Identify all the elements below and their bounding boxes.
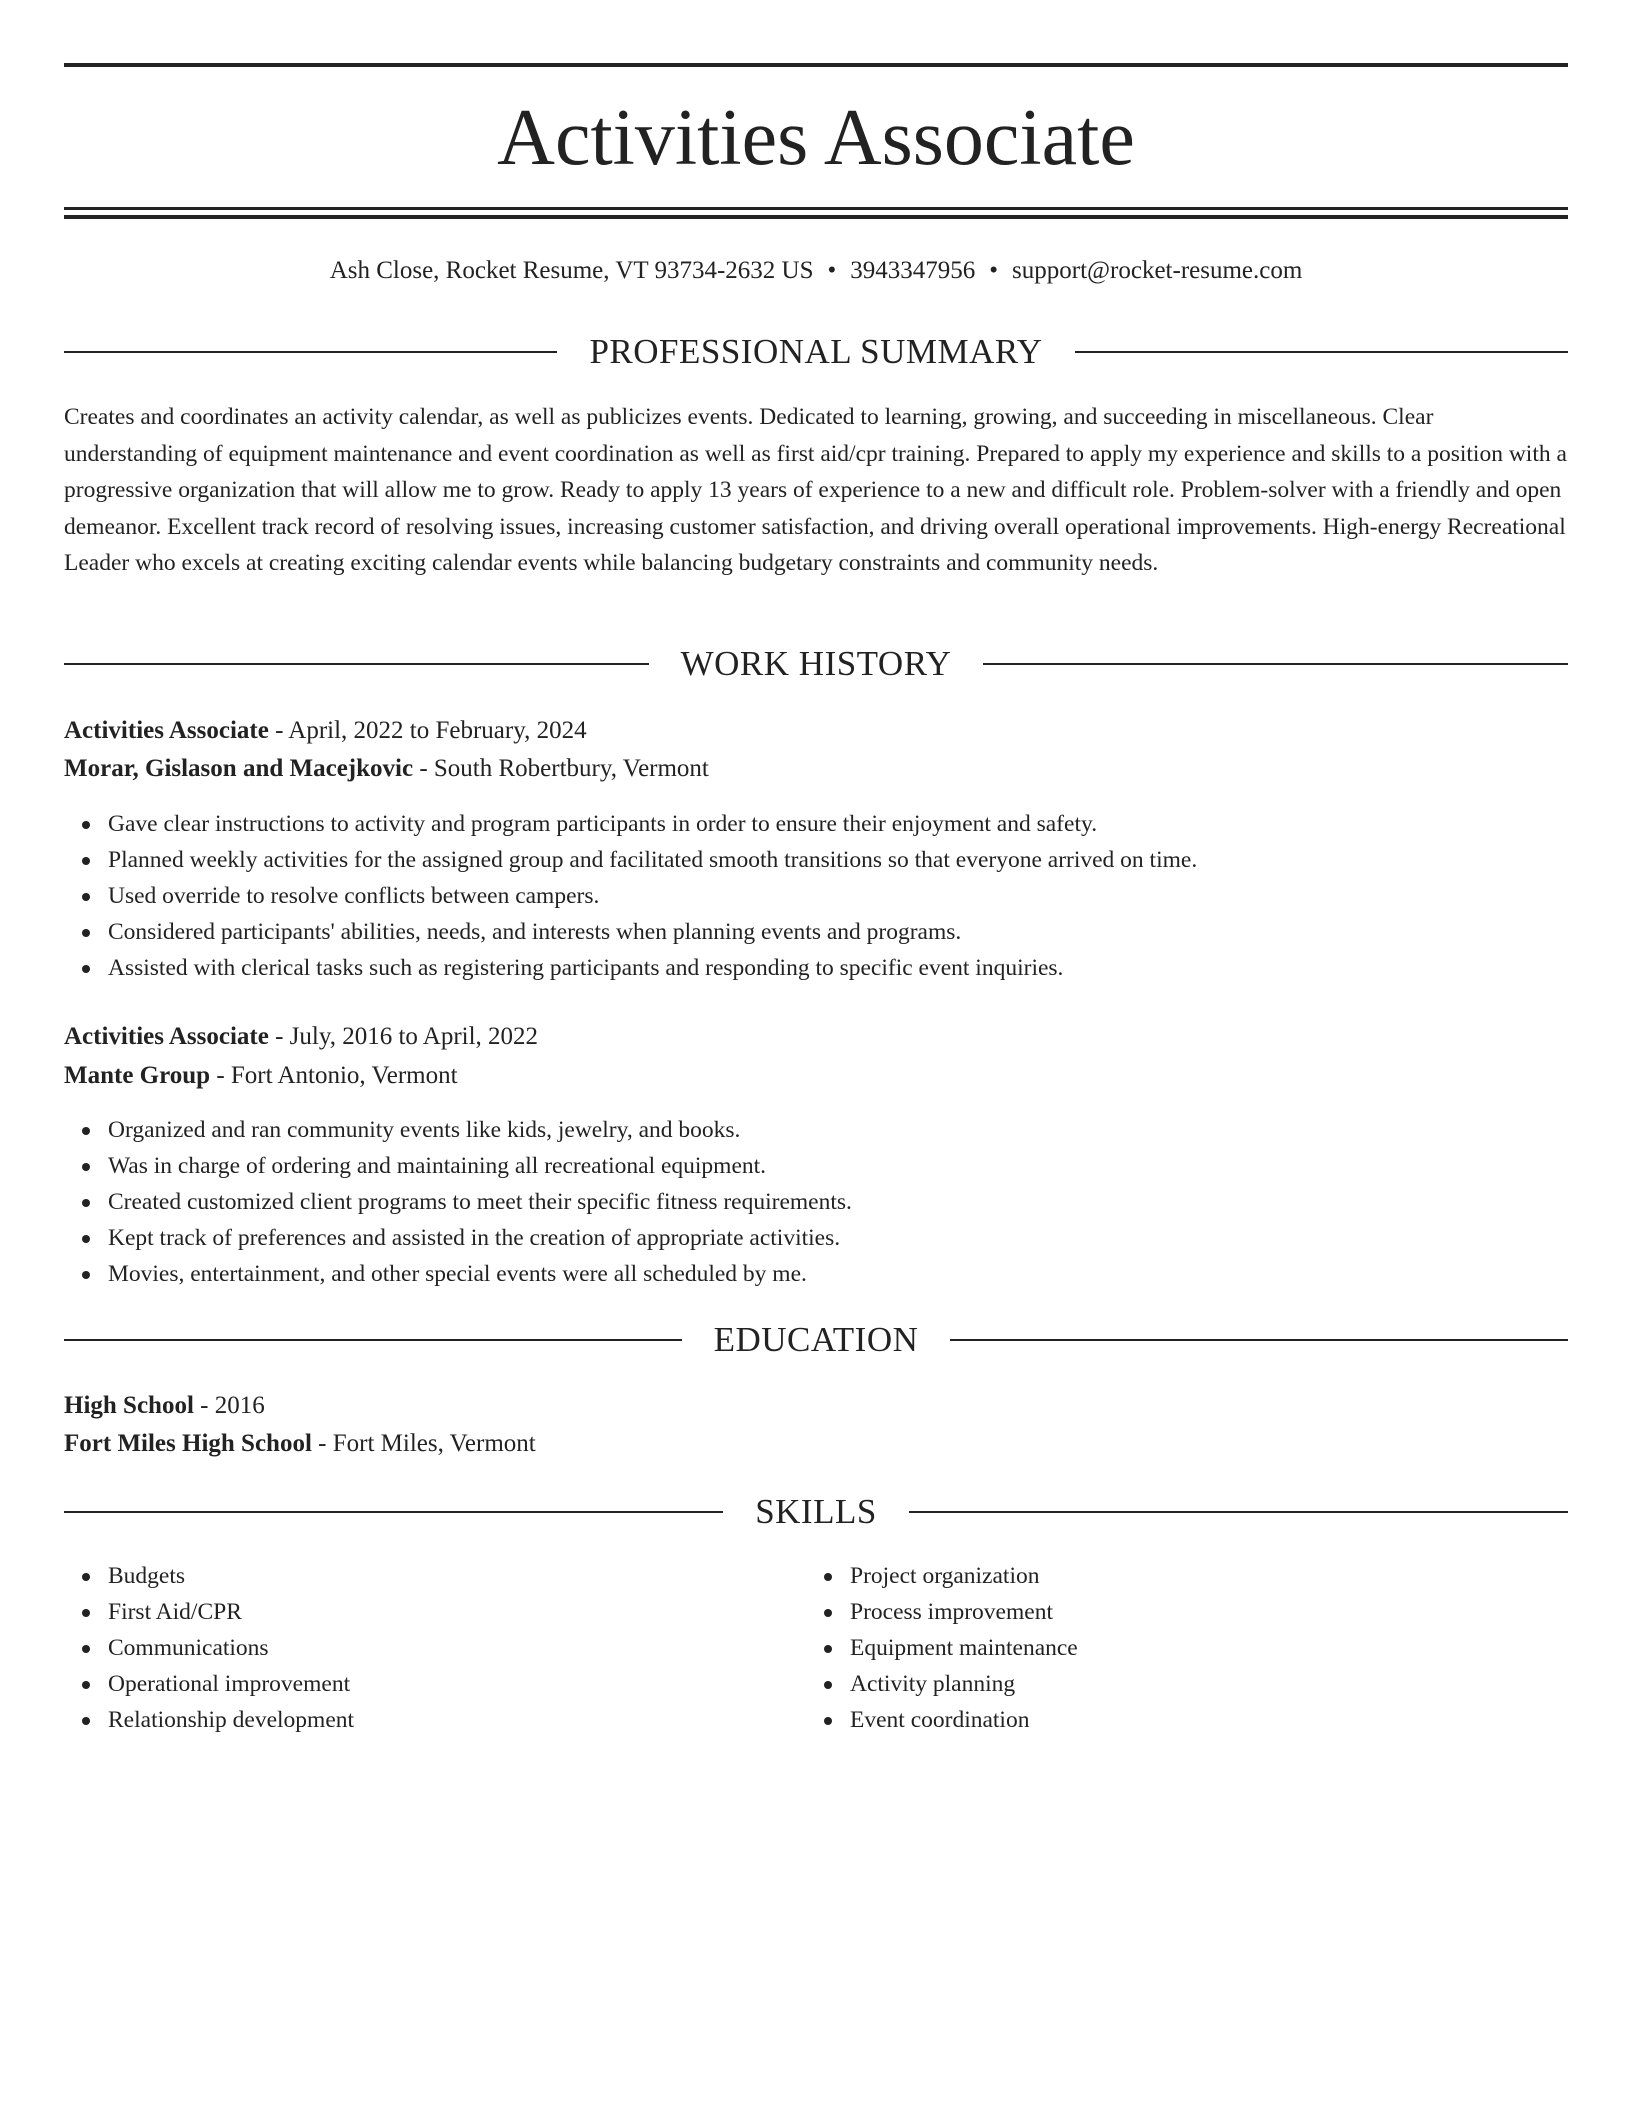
contact-separator: • [989, 257, 999, 284]
list-item: Planned weekly activities for the assigned group and facilitated smooth transitions so that everyone arrived on time. [108, 842, 1197, 878]
job-company: Morar, Gislason and Macejkovic [64, 755, 414, 782]
list-item: Assisted with clerical tasks such as registering participants and responding to specific event inquiries. [108, 950, 1197, 986]
education-heading: EDUCATION [713, 1320, 919, 1359]
heading-rule-right [983, 663, 1568, 665]
work-heading: WORK HISTORY [680, 644, 952, 683]
dash: - [200, 1392, 209, 1419]
job-dates: July, 2016 to April, 2022 [289, 1023, 539, 1050]
list-item: Project organization [850, 1558, 1078, 1594]
heading-rule-left [64, 1511, 723, 1513]
skills-list-left [64, 1558, 354, 1738]
double-rule-lower [64, 215, 1568, 219]
skills-list-right [806, 1558, 1078, 1738]
list-item: Organized and ran community events like kids, jewelry, and books. [108, 1112, 852, 1148]
dash: - [275, 717, 284, 744]
job-dates: April, 2022 to February, 2024 [288, 717, 587, 744]
education-location: Fort Miles, Vermont [332, 1430, 536, 1457]
work-section-heading [64, 642, 1568, 686]
heading-rule-left [64, 663, 649, 665]
double-rule-upper [64, 207, 1568, 210]
contact-separator: • [827, 257, 837, 284]
summary-heading: PROFESSIONAL SUMMARY [589, 332, 1043, 371]
education-degree-line [64, 1389, 1568, 1423]
heading-rule-right [909, 1511, 1568, 1513]
list-item: Operational improvement [108, 1666, 354, 1702]
heading-rule-left [64, 351, 557, 353]
contact-address: Ash Close, Rocket Resume, VT 93734-2632 US [329, 257, 814, 284]
list-item: First Aid/CPR [108, 1594, 354, 1630]
job-company-line [64, 752, 1568, 786]
education-section-heading [64, 1318, 1568, 1362]
top-rule [64, 63, 1568, 67]
job-title-line [64, 714, 1568, 748]
job-title: Activities Associate [64, 1023, 269, 1050]
education-school: Fort Miles High School [64, 1430, 312, 1457]
list-item: Activity planning [850, 1666, 1078, 1702]
list-item: Created customized client programs to meet their specific fitness requirements. [108, 1184, 852, 1220]
job-title-line [64, 1020, 1568, 1054]
heading-rule-right [1075, 351, 1568, 353]
heading-rule-right [950, 1339, 1568, 1341]
list-item: Kept track of preferences and assisted in the creation of appropriate activities. [108, 1220, 852, 1256]
list-item: Used override to resolve conflicts between campers. [108, 878, 1197, 914]
list-item: Budgets [108, 1558, 354, 1594]
job-company-line [64, 1059, 1568, 1093]
job-bullets [64, 1112, 852, 1292]
list-item: Relationship development [108, 1702, 354, 1738]
list-item: Considered participants' abilities, needs, and interests when planning events and programs. [108, 914, 1197, 950]
list-item: Was in charge of ordering and maintaining all recreational equipment. [108, 1148, 852, 1184]
list-item: Movies, entertainment, and other special events were all scheduled by me. [108, 1256, 852, 1292]
summary-section-heading [64, 330, 1568, 374]
dash: - [275, 1023, 284, 1050]
education-degree: High School [64, 1392, 194, 1419]
list-item: Event coordination [850, 1702, 1078, 1738]
dash: - [419, 755, 428, 782]
education-school-line [64, 1427, 1568, 1461]
dash: - [216, 1062, 225, 1089]
dash: - [318, 1430, 327, 1457]
contact-phone: 3943347956 [850, 257, 976, 284]
job-location: Fort Antonio, Vermont [230, 1062, 458, 1089]
candidate-name: Activities Associate [497, 94, 1135, 182]
job-location: South Robertbury, Vermont [433, 755, 709, 782]
contact-line [64, 254, 1568, 288]
contact-email: support@rocket-resume.com [1012, 257, 1303, 284]
job-title: Activities Associate [64, 717, 269, 744]
summary-text: Creates and coordinates an activity calendar, as well as publicizes events. Dedicated to learning, growing, and succeeding in miscellaneous. Clear understanding of equipment maintenance and event coordination as well as first aid/cpr training. Prepared to apply my experience and skills to a position with a progressive organization that will allow me to grow. Ready to apply 13 years of experience to a new and difficult role. Problem-solver with a friendly and open demeanor. Excellent track record of resolving issues, increasing customer satisfaction, and driving overall operational improvements. High-energy Recreational Leader who excels at creating exciting calendar events while balancing budgetary constraints and community needs. [64, 404, 1567, 577]
list-item: Process improvement [850, 1594, 1078, 1630]
list-item: Communications [108, 1630, 354, 1666]
heading-rule-left [64, 1339, 682, 1341]
skills-heading: SKILLS [755, 1492, 877, 1531]
job-bullets [64, 806, 1197, 986]
education-year: 2016 [214, 1392, 265, 1419]
skills-section-heading [64, 1490, 1568, 1534]
list-item: Gave clear instructions to activity and program participants in order to ensure their enjoyment and safety. [108, 806, 1197, 842]
job-company: Mante Group [64, 1062, 211, 1089]
list-item: Equipment maintenance [850, 1630, 1078, 1666]
